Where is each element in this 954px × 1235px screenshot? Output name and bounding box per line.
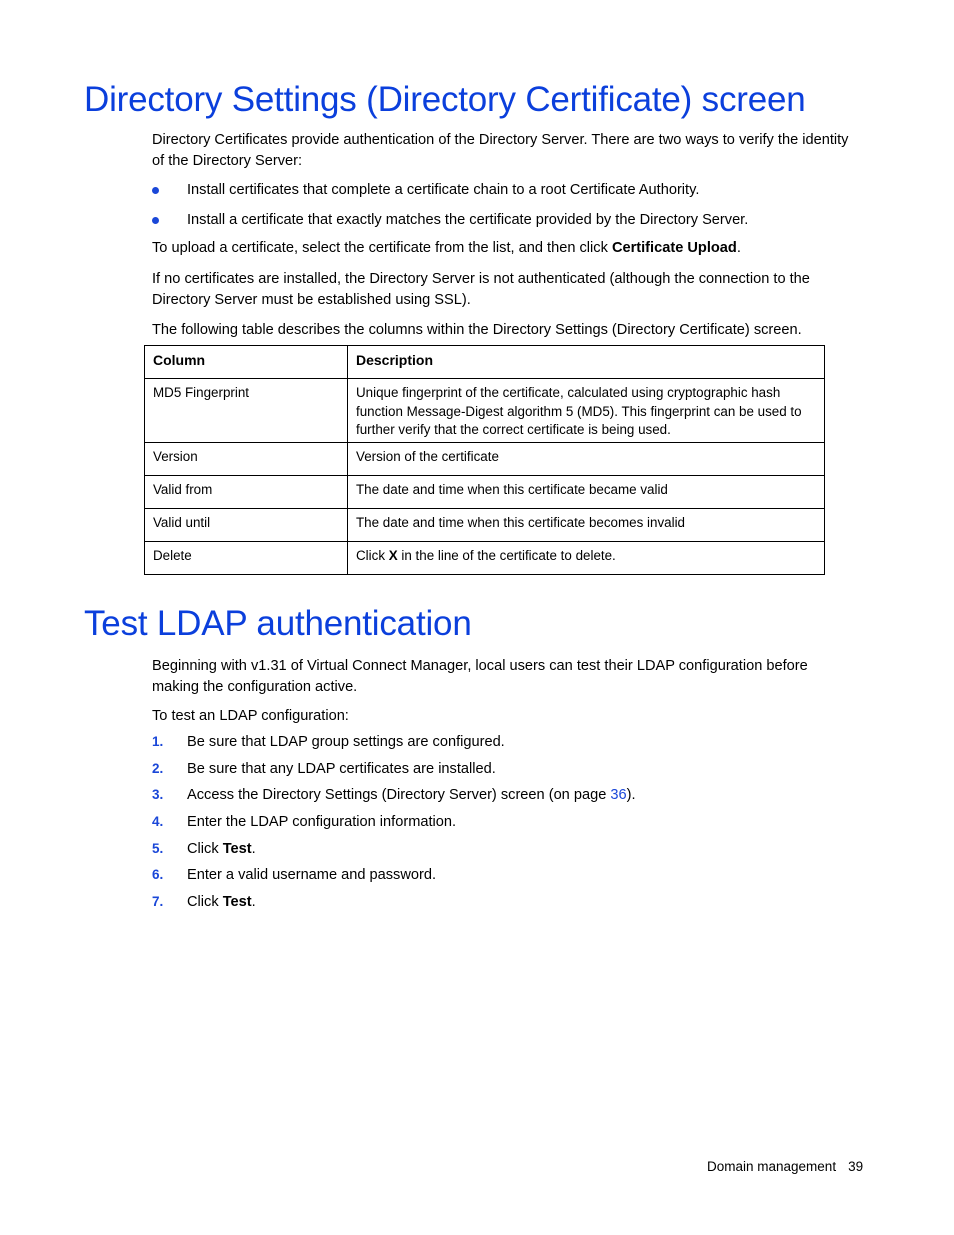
delete-description-end: in the line of the certificate to delete. [397, 548, 616, 563]
bullet-icon [152, 187, 159, 194]
step-number: 4. [152, 814, 164, 830]
step-text-prefix: Access the Directory Settings (Directory Server) screen (on page [187, 787, 611, 804]
table-row [145, 443, 825, 476]
intro-paragraph: Directory Certificates provide authentication of the Directory Server. There are two ways to verify the identity of the Directory Server: [152, 132, 849, 169]
step-number: 3. [152, 787, 164, 803]
table-cell-column: MD5 Fingerprint [145, 379, 348, 443]
page-number: 39 [848, 1159, 864, 1174]
table-cell-column: Version [145, 443, 348, 476]
step-number: 5. [152, 840, 164, 856]
table-cell-description: Version of the certificate [348, 443, 825, 476]
step-text: Be sure that any LDAP certificates are installed. [187, 760, 496, 777]
delete-description-text: Click [356, 548, 389, 563]
certificate-columns-table [144, 345, 825, 575]
step-text: Be sure that LDAP group settings are configured. [187, 734, 505, 750]
upload-instruction-text: To upload a certificate, select the certificate from the list, and then click [152, 240, 612, 256]
bullet-icon [152, 217, 159, 224]
bullet-text: Install certificates that complete a certificate chain to a root Certificate Authority. [187, 182, 700, 198]
step-number: 6. [152, 867, 164, 883]
bullet-text: Install a certificate that exactly matches the certificate provided by the Directory Server. [187, 212, 749, 228]
section-title-test-ldap: Test LDAP authentication [84, 604, 472, 643]
table-cell-column: Valid from [145, 476, 348, 509]
table-row [145, 476, 825, 509]
table-cell-column: Valid until [145, 509, 348, 542]
step-text-suffix: . [251, 840, 256, 857]
table-intro: The following table describes the columns within the Directory Settings (Directory Certificate) screen. [152, 322, 802, 338]
upload-instruction-end: . [736, 240, 741, 256]
step-text [187, 892, 256, 912]
certificate-upload-label: Certificate Upload [611, 240, 737, 256]
step-text-prefix: Click [187, 894, 223, 911]
table-header-row [145, 346, 825, 379]
test-label: Test [222, 894, 252, 911]
step-text: Enter a valid username and password. [187, 867, 437, 884]
step-text [187, 785, 636, 805]
footer-section-name: Domain management [707, 1159, 837, 1174]
table-row [145, 379, 825, 443]
test-label: Test [222, 840, 252, 857]
step-text-prefix: Click [187, 840, 223, 857]
page-footer [707, 1158, 863, 1176]
step-number: 7. [152, 894, 164, 910]
step-text-suffix: . [251, 894, 256, 911]
step-number: 1. [152, 734, 164, 749]
ldap-lead: To test an LDAP configuration: [152, 708, 349, 724]
upload-instruction [152, 238, 852, 259]
table-cell-description [348, 542, 825, 575]
section-title-directory-certificate: Directory Settings (Directory Certificate) screen [84, 80, 806, 119]
table-header-description: Description [348, 346, 825, 379]
page-link[interactable]: 36 [610, 787, 627, 804]
step-text: Enter the LDAP configuration information. [187, 814, 457, 831]
step-text [187, 839, 256, 859]
table-cell-description: The date and time when this certificate became valid [348, 476, 825, 509]
step-number: 2. [152, 760, 164, 776]
table-cell-description: Unique fingerprint of the certificate, calculated using cryptographic hash function Message-Digest algorithm 5 (MD5). This fingerprint can be used to further verify that the correct certificate is being used. [348, 379, 825, 443]
table-cell-description: The date and time when this certificate becomes invalid [348, 509, 825, 542]
table-header-column: Column [145, 346, 348, 379]
no-certificate-paragraph: If no certificates are installed, the Directory Server is not authenticated (although the connection to the Directory Server must be established using SSL). [152, 271, 810, 308]
table-row [145, 542, 825, 575]
delete-x-label: X [388, 548, 398, 563]
ldap-intro-paragraph: Beginning with v1.31 of Virtual Connect Manager, local users can test their LDAP configuration before making the configuration active. [152, 658, 808, 695]
table-cell-column: Delete [145, 542, 348, 575]
table-row [145, 509, 825, 542]
step-text-suffix: ). [626, 787, 636, 804]
